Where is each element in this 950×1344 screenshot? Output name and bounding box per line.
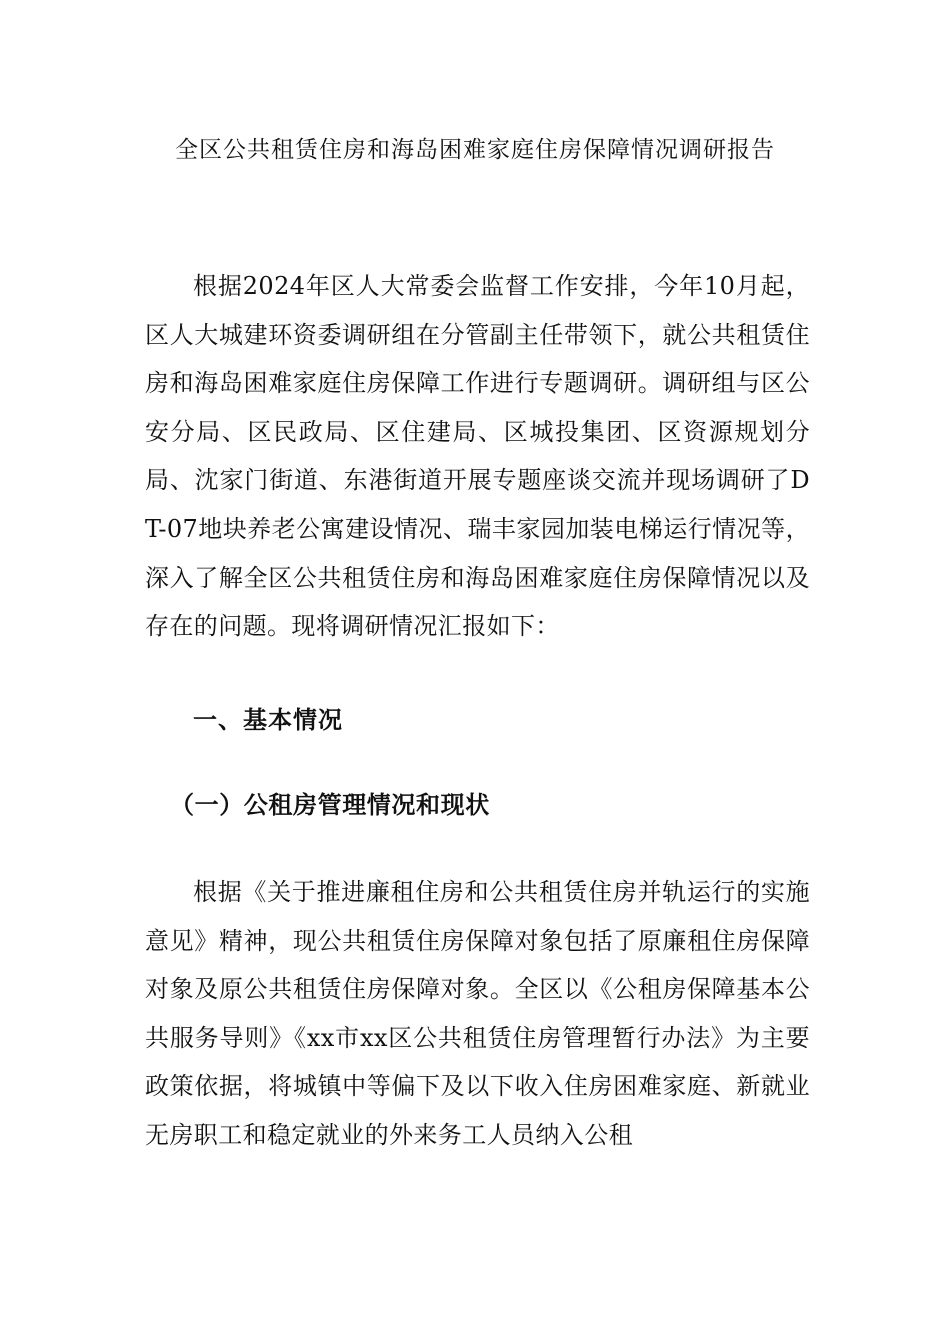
section-heading-basic-situation: 一、基本情况 [193,706,343,734]
subsection-heading-public-rental: （一）公租房管理情况和现状 [170,790,490,819]
body-paragraph: 根据《关于推进廉租住房和公共租赁住房并轨运行的实施意见》精神，现公共租赁住房保障对象包括了原廉租住房保障对象及原公共租赁住房保障对象。全区以《公租房保障基本公共服务导则》《xx市xx区公共租赁住房管理暂行办法》为主要政策依据，将城镇中等偏下及以下收入住房困难家庭、新就业无房职工和稳定就业的外来务工人员纳入公租 [145,878,810,1149]
intro-paragraph: 根据2024年区人大常委会监督工作安排，今年10月起，区人大城建环资委调研组在分管副主任带领下，就公共租赁住房和海岛困难家庭住房保障工作进行专题调研。调研组与区公安分局、区民政局、区住建局、区城投集团、区资源规划分局、沈家门街道、东港街道开展专题座谈交流并现场调研了DT-07地块养老公寓建设情况、瑞丰家园加装电梯运行情况等，深入了解全区公共租赁住房和海岛困难家庭住房保障情况以及存在的问题。现将调研情况汇报如下： [145,272,810,641]
document-title: 全区公共租赁住房和海岛困难家庭住房保障情况调研报告 [175,137,775,163]
